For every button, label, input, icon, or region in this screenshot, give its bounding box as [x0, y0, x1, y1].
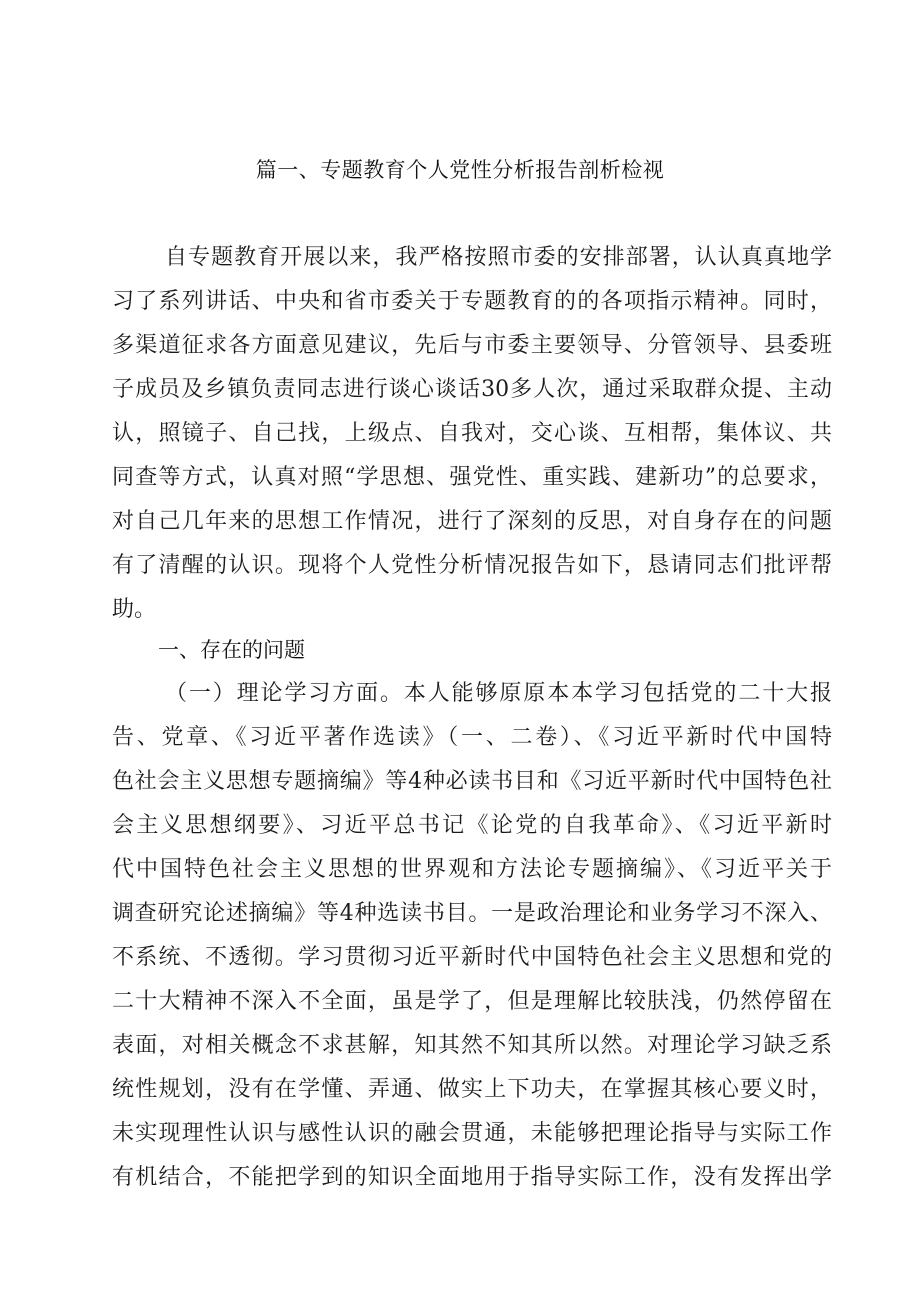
- section-line: 调查研究论述摘编》等4种选读书目。一是政治理论和业务学习不深入、: [112, 901, 832, 926]
- intro-line: 认，照镜子、自己找，上级点、自我对，交心谈、互相帮，集体议、共: [112, 421, 832, 446]
- intro-line: 助。: [112, 597, 157, 622]
- section-line: 告、党章、《习近平著作选读》（一、二卷）、《习近平新时代中国特: [112, 725, 832, 750]
- intro-line: 对自己几年来的思想工作情况，进行了深刻的反思，对自身存在的问题: [112, 509, 832, 534]
- section-heading: 一、存在的问题: [158, 638, 305, 662]
- document-title: 篇一、专题教育个人党性分析报告剖析检视: [255, 158, 665, 182]
- section-line: 二十大精神不深入不全面，虽是学了，但是理解比较肤浅，仍然停留在: [112, 989, 832, 1014]
- intro-line: 自专题教育开展以来，我严格按照市委的安排部署，认认真真地学: [165, 245, 832, 270]
- section-line: 色社会主义思想专题摘编》等4种必读书目和《习近平新时代中国特色社: [112, 769, 832, 794]
- intro-line: 多渠道征求各方面意见建议，先后与市委主要领导、分管领导、县委班: [112, 333, 832, 358]
- section-line: 未实现理性认识与感性认识的融会贯通，未能够把理论指导与实际工作: [112, 1121, 832, 1146]
- intro-line: 习了系列讲话、中央和省市委关于专题教育的的各项指示精神。同时，: [112, 289, 832, 314]
- section-line: 有机结合，不能把学到的知识全面地用于指导实际工作，没有发挥出学: [112, 1165, 832, 1190]
- section-line: 统性规划，没有在学懂、弄通、做实上下功夫，在掌握其核心要义时，: [112, 1077, 832, 1102]
- intro-line: 同查等方式，认真对照“学思想、强党性、重实践、建新功”的总要求，: [112, 465, 832, 490]
- intro-line: 子成员及乡镇负责同志进行谈心谈话30多人次，通过采取群众提、主动: [112, 377, 832, 402]
- section-line: 表面，对相关概念不求甚解，知其然不知其所以然。对理论学习缺乏系: [112, 1033, 832, 1058]
- section-line: （一）理论学习方面。本人能够原原本本学习包括党的二十大报: [165, 681, 832, 706]
- section-line: 不系统、不透彻。学习贯彻习近平新时代中国特色社会主义思想和党的: [112, 945, 832, 970]
- intro-line: 有了清醒的认识。现将个人党性分析情况报告如下，恳请同志们批评帮: [112, 553, 832, 578]
- section-line: 会主义思想纲要》、习近平总书记《论党的自我革命》、《习近平新时: [112, 813, 832, 838]
- section-line: 代中国特色社会主义思想的世界观和方法论专题摘编》、《习近平关于: [112, 857, 832, 882]
